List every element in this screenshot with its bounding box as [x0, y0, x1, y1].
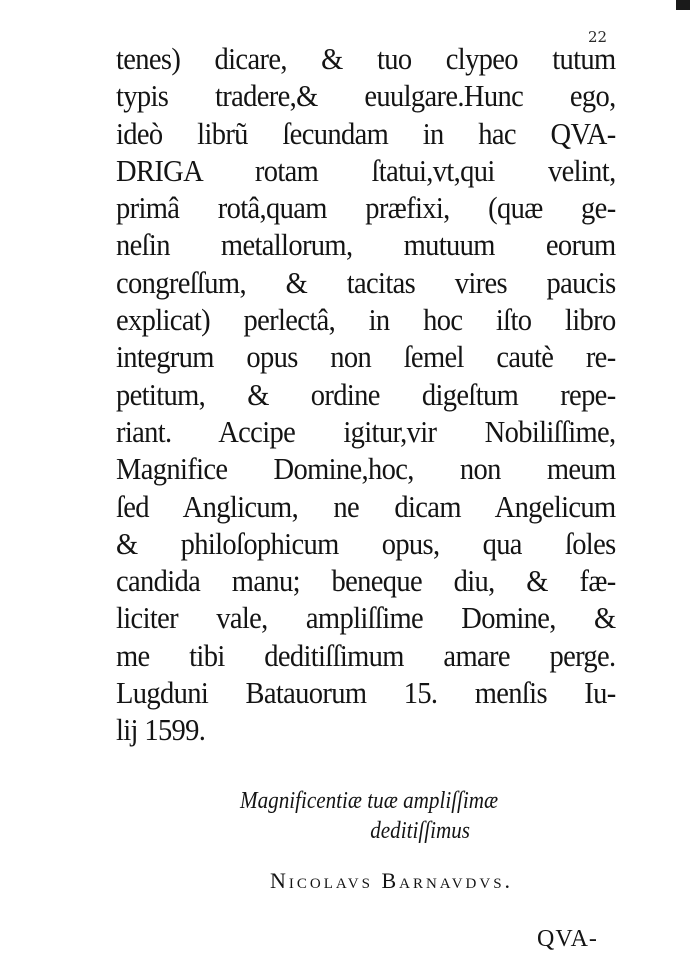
text-line: liciter vale, ampliſſime Domine, & — [116, 600, 616, 636]
text-line: riant. Accipe igitur,vir Nobiliſſime, — [116, 413, 616, 449]
text-line: ſed Anglicum, ne dicam Angelicum — [116, 488, 616, 524]
page-corner-mark — [676, 0, 690, 10]
page-number: 22 — [588, 28, 608, 46]
closing-salutation — [240, 786, 498, 846]
text-line: me tibi deditiſſimum amare perge. — [116, 637, 616, 673]
author-signature: Nicolavs Barnavdvs. — [270, 868, 514, 893]
text-line: & philoſophicum opus, qua ſoles — [116, 525, 616, 561]
text-line: DRIGA rotam ſtatui,vt,qui velint, — [116, 152, 616, 188]
text-line: Lugduni Batauorum 15. menſis Iu- — [116, 675, 616, 711]
body-text — [116, 40, 616, 749]
text-line: integrum opus non ſemel cautè re- — [116, 339, 616, 375]
text-line: candida manu; beneque diu, & fæ- — [116, 563, 616, 599]
text-line: primâ rotâ,quam præfixi, (quæ ge- — [116, 190, 616, 226]
text-line: congreſſum, & tacitas vires paucis — [116, 264, 616, 300]
text-line: typis tradere,& euulgare.Hunc ego, — [116, 78, 616, 114]
closing-line: Magnificentiæ tuæ ampliſſimæ — [240, 788, 499, 814]
text-line: lij 1599. — [116, 712, 206, 748]
text-line: neſin metallorum, mutuum eorum — [116, 227, 616, 263]
closing-line: deditiſſimus — [370, 818, 470, 844]
text-line: tenes) dicare, & tuo clypeo tutum — [116, 41, 616, 76]
text-line: explicat) perlectâ, in hoc iſto libro — [116, 302, 616, 338]
text-line: ideò librũ ſecundam in hac QVA- — [116, 115, 616, 151]
text-line: Magnifice Domine,hoc, non meum — [116, 451, 616, 487]
text-line: petitum, & ordine digeſtum repe- — [116, 376, 616, 412]
catchword: QVA- — [537, 926, 598, 952]
